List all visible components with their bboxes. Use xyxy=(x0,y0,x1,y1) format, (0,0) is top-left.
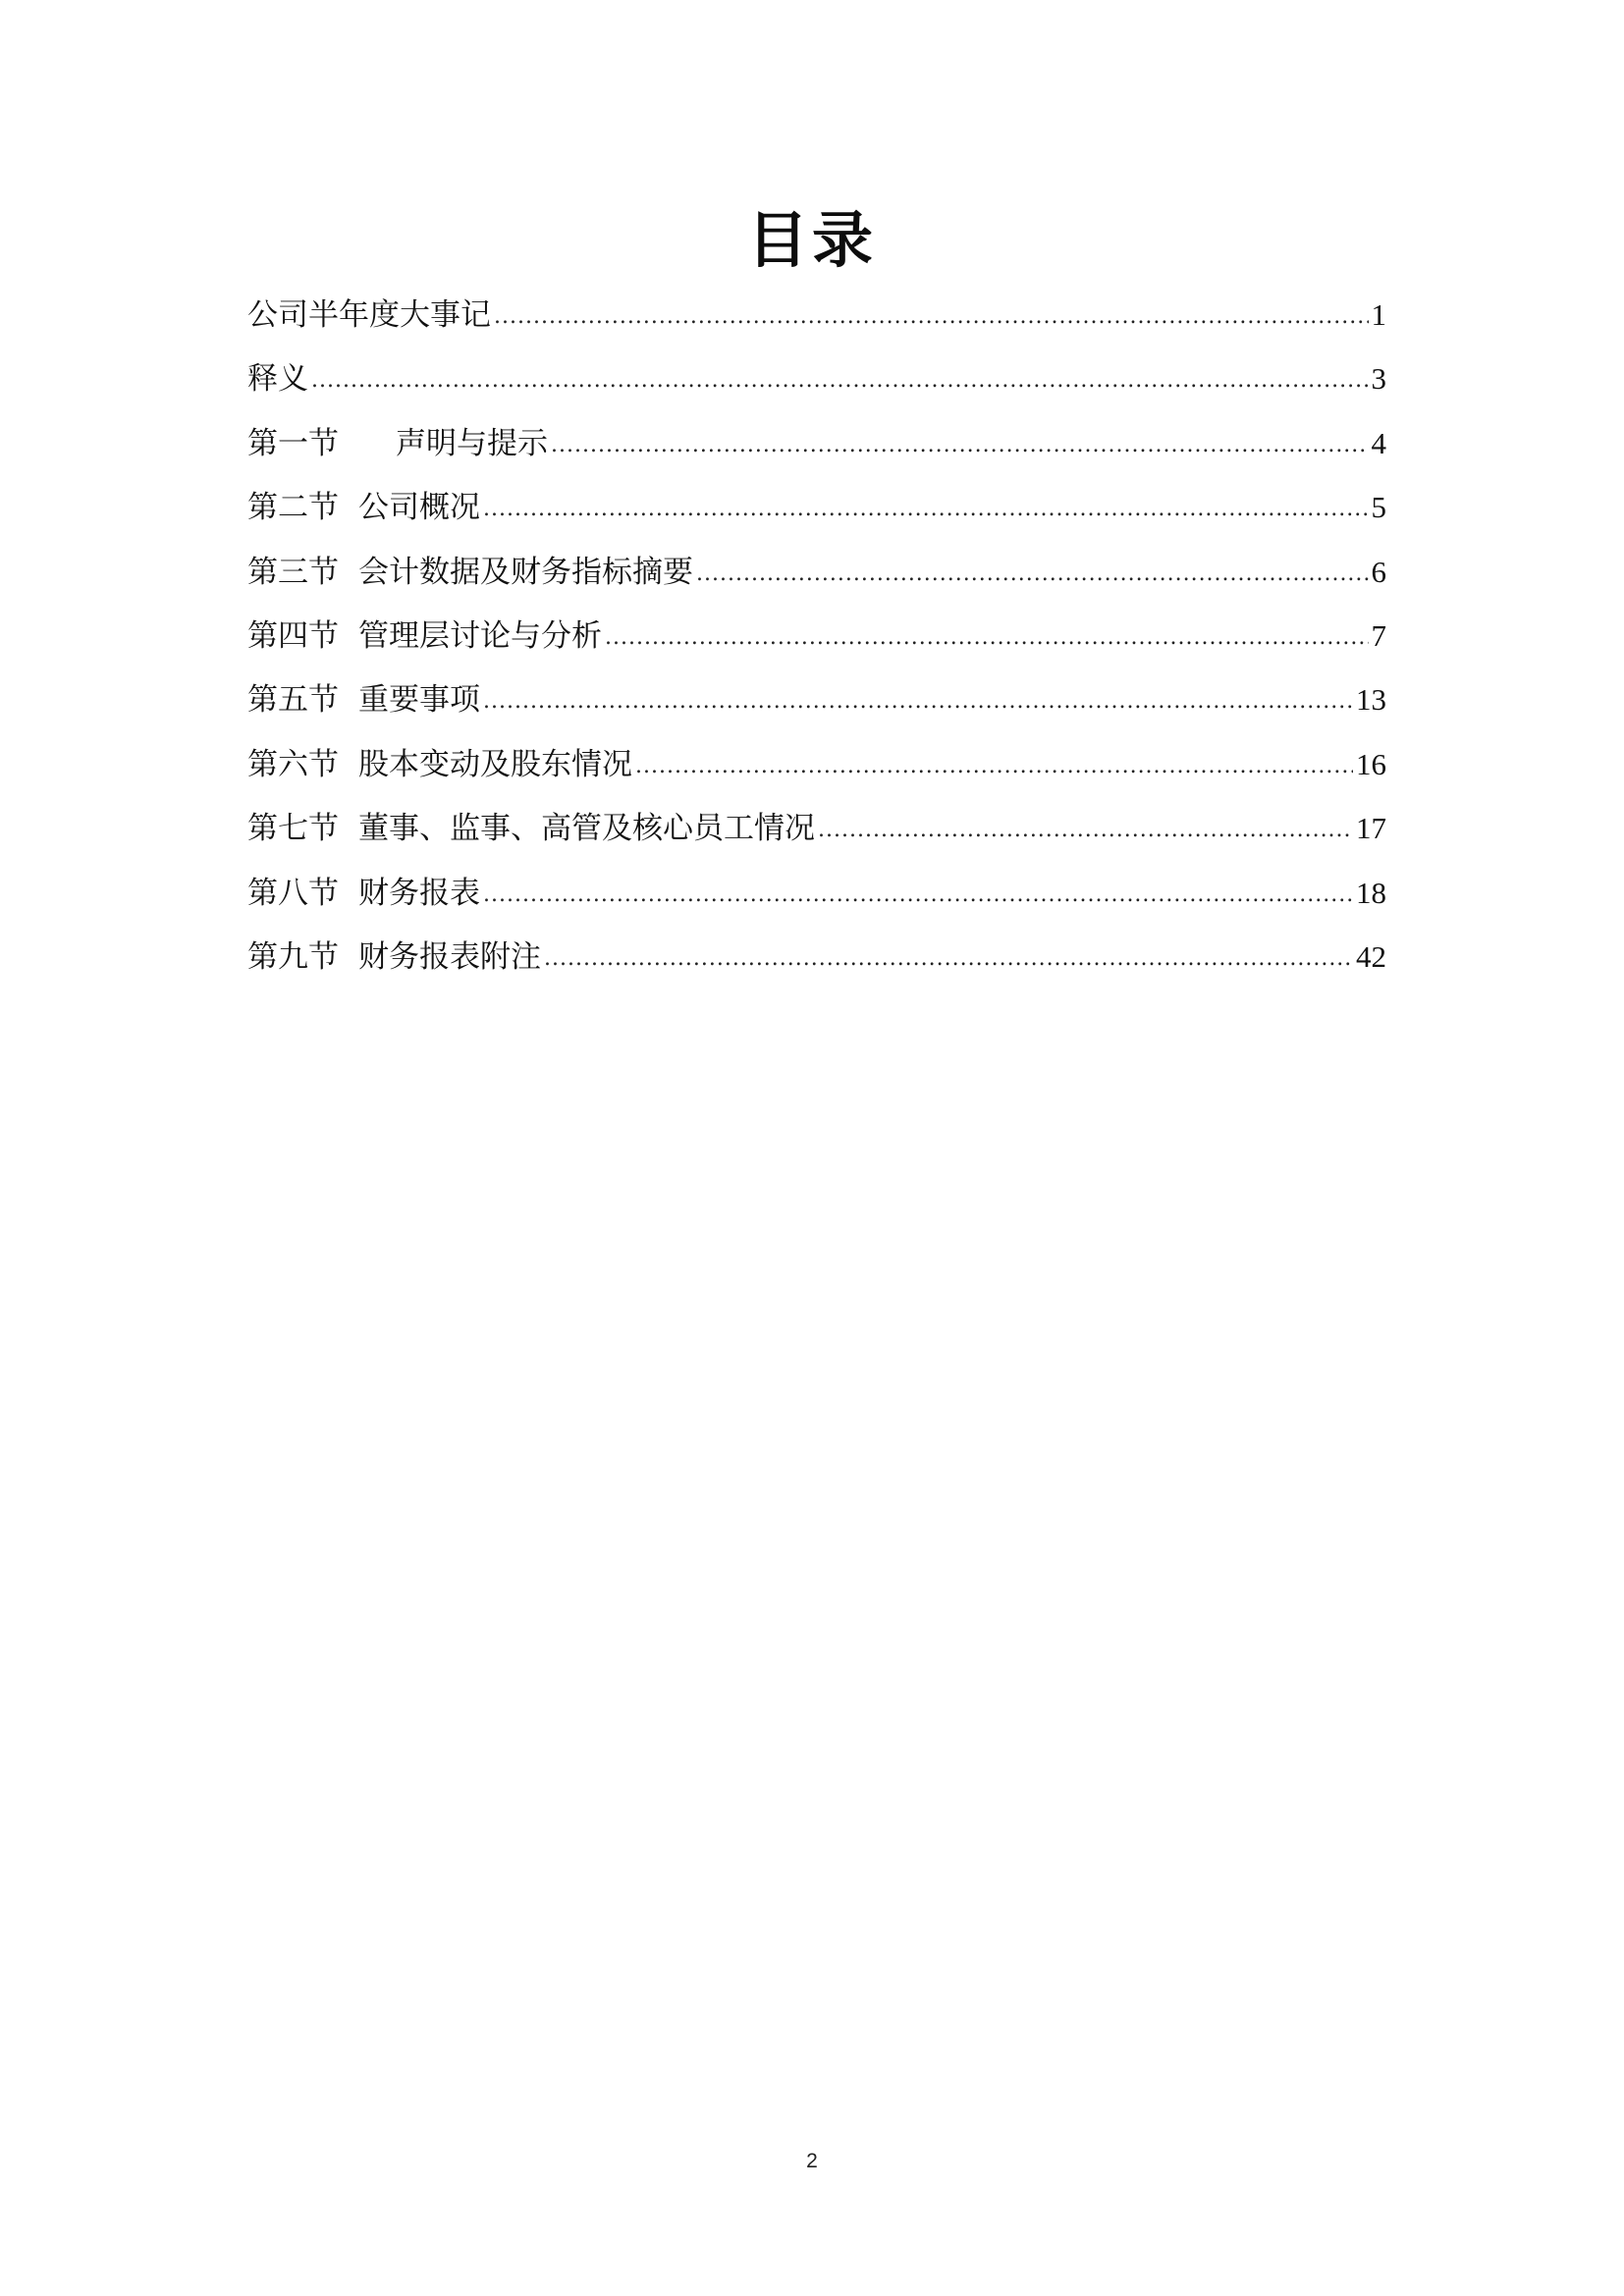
toc-entry-page: 5 xyxy=(1371,490,1386,525)
dot-leader xyxy=(551,423,1369,468)
toc-entry-page: 18 xyxy=(1356,875,1386,910)
page-title: 目录 xyxy=(746,204,877,276)
toc-entry-title: 管理层讨论与分析 xyxy=(358,617,602,654)
dot-leader xyxy=(483,873,1353,918)
dot-leader xyxy=(544,936,1353,982)
toc-entry-section: 第八节 xyxy=(247,875,339,911)
toc-entry-page: 7 xyxy=(1371,617,1386,653)
toc-entry-section: 第七节 xyxy=(247,811,339,847)
toc-entry-page: 4 xyxy=(1371,425,1386,460)
toc-entry-page: 42 xyxy=(1356,938,1386,974)
toc-entry-section: 第四节 xyxy=(247,617,339,654)
dot-leader xyxy=(494,294,1369,340)
toc-entry-section: 第九节 xyxy=(247,938,339,975)
toc-entry-section: 第五节 xyxy=(247,682,339,719)
toc-entry-title: 公司概况 xyxy=(358,490,480,526)
toc-entry-page: 16 xyxy=(1356,746,1386,781)
toc-entry-page: 17 xyxy=(1356,811,1386,846)
toc-entry[interactable] xyxy=(247,550,1386,614)
toc-entry-title: 财务报表附注 xyxy=(358,938,541,975)
dot-leader xyxy=(605,615,1369,661)
toc-entry[interactable] xyxy=(247,871,1386,934)
dot-leader xyxy=(635,744,1353,789)
table-of-contents xyxy=(247,293,1386,998)
toc-entry-section: 第六节 xyxy=(247,746,339,782)
dot-leader xyxy=(483,679,1353,724)
toc-entry-title: 公司半年度大事记 xyxy=(247,297,491,333)
toc-entry-title: 释义 xyxy=(247,361,308,398)
toc-entry-page: 6 xyxy=(1371,554,1386,589)
toc-entry[interactable] xyxy=(247,614,1386,677)
toc-entry-title: 财务报表 xyxy=(358,875,480,911)
toc-entry[interactable] xyxy=(247,293,1386,356)
toc-entry[interactable] xyxy=(247,677,1386,741)
page-number: 2 xyxy=(806,2150,818,2172)
toc-entry[interactable] xyxy=(247,485,1386,549)
dot-leader xyxy=(483,487,1369,532)
toc-entry-title: 重要事项 xyxy=(358,682,480,719)
toc-entry-section: 第二节 xyxy=(247,490,339,526)
toc-entry[interactable] xyxy=(247,356,1386,420)
dot-leader xyxy=(311,358,1369,403)
toc-entry[interactable] xyxy=(247,742,1386,806)
toc-entry-section: 第三节 xyxy=(247,554,339,590)
toc-entry-title: 声明与提示 xyxy=(396,425,548,461)
toc-entry-title: 股本变动及股东情况 xyxy=(358,746,632,782)
toc-entry-title: 董事、监事、高管及核心员工情况 xyxy=(358,811,815,847)
toc-entry[interactable] xyxy=(247,934,1386,998)
toc-entry-title: 会计数据及财务指标摘要 xyxy=(358,554,693,590)
toc-entry[interactable] xyxy=(247,421,1386,485)
toc-entry-section: 第一节 xyxy=(247,425,339,461)
toc-entry[interactable] xyxy=(247,806,1386,870)
toc-entry-page: 1 xyxy=(1371,297,1386,332)
dot-leader xyxy=(818,808,1353,853)
dot-leader xyxy=(696,552,1369,597)
toc-entry-page: 13 xyxy=(1356,682,1386,718)
toc-entry-page: 3 xyxy=(1371,361,1386,397)
